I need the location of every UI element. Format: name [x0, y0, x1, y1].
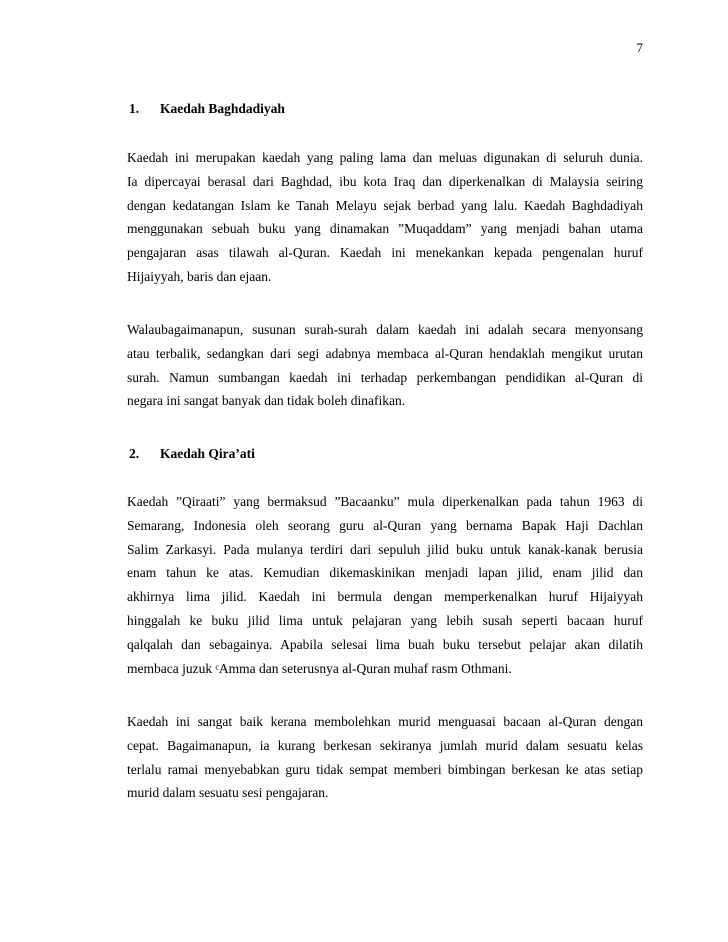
text-line: Kaedah ”Qiraati” yang bermaksud ”Bacaanku” mula diperkenalkan pada tahun 1963 di	[127, 494, 643, 509]
page-number: 7	[636, 40, 643, 55]
text-line: atau terbalik, sedangkan dari segi adabnya membaca al-Quran hendaklah mengikut urutan	[127, 345, 643, 361]
text-line: dengan kedatangan Islam ke Tanah Melayu sejak berbad yang lalu. Kaedah Baghdadiyah	[127, 197, 643, 213]
text-line: surah. Namun sumbangan kaedah ini terhadap perkembangan pendidikan al-Quran di	[127, 369, 643, 385]
text-line: Walaubagaimanapun, susunan surah-surah dalam kaedah ini adalah secara menyonsang	[127, 322, 643, 337]
paragraph	[127, 318, 643, 413]
text-line: enam tahun ke atas. Kemudian dikemaskinikan menjadi lapan jilid, enam jilid dan	[127, 565, 643, 581]
text-line: hinggalah ke buku jilid lima untuk pelajaran yang lebih susah seperti bacaan huruf	[127, 612, 643, 628]
text-line: akhirnya lima jilid. Kaedah ini bermula dengan memperkenalkan huruf Hijaiyyah	[127, 589, 643, 605]
section-number: 1.	[129, 101, 140, 116]
text-line: murid dalam sesuatu sesi pengajaran.	[127, 785, 329, 801]
section-title: Kaedah Baghdadiyah	[160, 101, 285, 116]
section-heading	[129, 101, 285, 117]
section-number: 2.	[129, 446, 140, 461]
text-line: Salim Zarkasyi. Pada mulanya terdiri dari sepuluh jilid buku untuk kanak-kanak berusia	[127, 541, 643, 557]
text-line: Ia dipercayai berasal dari Baghdad, ibu kota Iraq dan diperkenalkan di Malaysia seiring	[127, 173, 643, 189]
section-title: Kaedah Qira’ati	[160, 446, 255, 461]
text-line: Kaedah ini sangat baik kerana membolehkan murid menguasai bacaan al-Quran dengan	[127, 714, 643, 729]
paragraph	[127, 710, 643, 805]
paragraph	[127, 490, 643, 680]
text-line: membaca juzuk ᶜAmma dan seterusnya al-Quran muhaf rasm Othmani.	[127, 660, 512, 676]
text-line: qalqalah dan sebagainya. Apabila selesai lima buah buku tersebut pelajar akan dilatih	[127, 636, 643, 652]
text-line: cepat. Bagaimanapun, ia kurang berkesan sekiranya jumlah murid dalam sesuatu kelas	[127, 737, 643, 753]
text-line: menggunakan sebuah buku yang dinamakan ”Muqaddam” yang menjadi bahan utama	[127, 221, 643, 237]
text-line: Kaedah ini merupakan kaedah yang paling lama dan meluas digunakan di seluruh dunia.	[127, 150, 643, 165]
text-line: negara ini sangat banyak dan tidak boleh dinafikan.	[127, 393, 406, 409]
paragraph	[127, 146, 643, 289]
text-line: Hijaiyyah, baris dan ejaan.	[127, 268, 272, 284]
section-heading	[129, 446, 255, 462]
text-line: pengajaran asas tilawah al-Quran. Kaedah ini menekankan kepada pengenalan huruf	[127, 245, 643, 261]
text-line: Semarang, Indonesia oleh seorang guru al-Quran yang bernama Bapak Haji Dachlan	[127, 517, 643, 533]
text-line: terlalu ramai menyebabkan guru tidak sempat memberi bimbingan berkesan ke atas setiap	[127, 761, 643, 777]
